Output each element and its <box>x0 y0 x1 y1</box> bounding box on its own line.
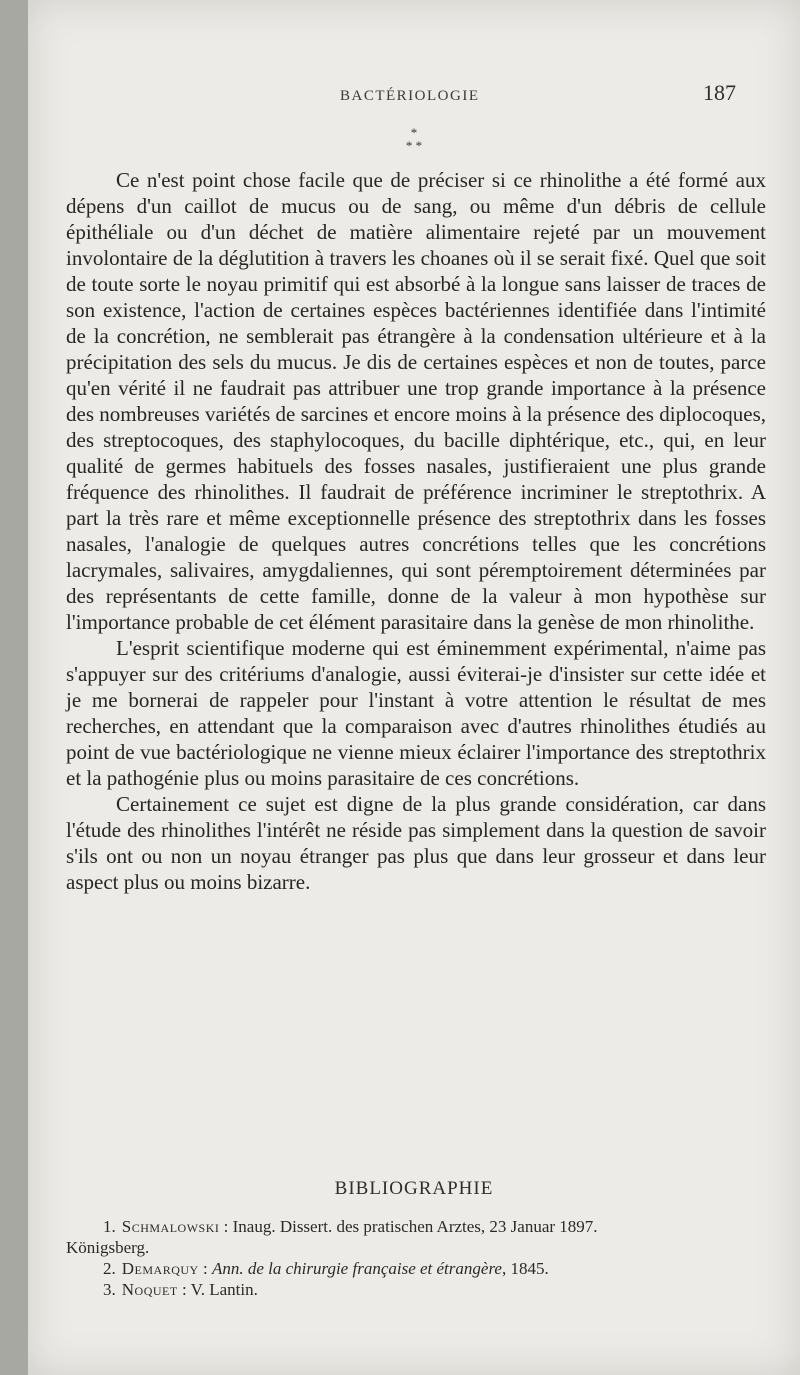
bibliography-heading: BIBLIOGRAPHIE <box>334 1178 494 1199</box>
book-page <box>28 0 800 1375</box>
bibliography-entry <box>66 1279 766 1300</box>
paragraph-2: L'esprit scientifique moderne qui est éminemment expérimental, n'aime pas s'appuyer sur des critériums d'analogie, aussi éviterai-je d'insister sur cette idée et je me bornerai de rappeler pour l'instant à votre attention le résultat de mes recherches, en attendant que la comparaison avec d'autres rhinolithes étudiés au point de vue bactériologique ne vienne mieux éclairer l'importance des streptothrix et la pathogénie plus ou moins parasitaire de ces concrétions. <box>66 636 766 790</box>
entry-continuation: Königsberg. <box>66 1238 150 1257</box>
entry-separator: : <box>177 1280 191 1299</box>
page-number: 187 <box>703 80 736 105</box>
entry-separator: : <box>219 1217 233 1236</box>
entry-journal-title: Ann. de la chirurgie française et étrangère <box>211 1259 502 1278</box>
entry-author: Schmalowski <box>121 1217 220 1236</box>
bibliography-list <box>66 1216 766 1300</box>
body-text <box>66 167 766 895</box>
paragraph-1: Ce n'est point chose facile que de préciser si ce rhinolithe a été formé aux dépens d'un caillot de mucus ou de sang, ou même d'un débris de cellule épithéliale ou d'un déchet de matière alimentaire rejeté par un mouvement involontaire de la déglutition à travers les choanes où il se serait fixé. Quel que soit de toute sorte le noyau primitif qui est absorbé à la longue sans laisser de traces de son existence, l'action de certaines espèces bactériennes identifiée dans l'intimité de la concrétion, ne semblerait pas étrangère à la condensation ultérieure et à la précipitation des sels du mucus. Je dis de certaines espèces et non de toutes, parce qu'en vérité il ne faudrait pas attribuer une trop grande importance à la présence des nombreuses variétés de sarcines et encore moins à la présence des diplocoques, des streptocoques, des staphylocoques, du bacille diphtérique, etc., qui, en leur qualité de germes habituels des fosses nasales, justifieraient une plus grande fréquence des rhinolithes. Il faudrait de préférence incriminer le streptothrix. A part la très rare et même exceptionnelle présence des streptothrix dans les fosses nasales, l'analogie de quelques autres concrétions telles que les concrétions lacrymales, salivaires, amygdaliennes, qui sont péremptoirement déterminées par des représentants de cette famille, donne de la valeur à mon hypothèse sur l'importance probable de cet élément parasitaire dans la genèse de mon rhinolithe. <box>66 168 766 634</box>
paragraph-3: Certainement ce sujet est digne de la plus grande considération, car dans l'étude des rhinolithes l'intérêt ne réside pas simplement dans la question de savoir s'ils ont ou non un noyau étranger pas plus que dans leur grosseur et dans leur aspect plus ou moins bizarre. <box>66 792 766 894</box>
section-asterism <box>28 126 800 152</box>
entry-title: Inaug. Dissert. des pratischen Arztes, 23 Januar 1897. <box>232 1217 598 1236</box>
entry-number: 1. <box>103 1217 116 1236</box>
bibliography-entry <box>66 1216 766 1258</box>
asterism-bottom: * * <box>405 138 423 153</box>
entry-year: , 1845. <box>501 1259 549 1278</box>
entry-author: Noquet <box>121 1280 178 1299</box>
entry-author: Demarquy <box>121 1259 199 1278</box>
entry-number: 3. <box>103 1280 116 1299</box>
entry-title: V. Lantin. <box>190 1280 258 1299</box>
entry-number: 2. <box>103 1259 116 1278</box>
bibliography-entry <box>66 1258 766 1279</box>
running-head <box>28 80 800 110</box>
running-title: BACTÉRIOLOGIE <box>340 88 480 104</box>
asterism-top: * <box>410 125 418 140</box>
entry-separator: : <box>198 1259 212 1278</box>
